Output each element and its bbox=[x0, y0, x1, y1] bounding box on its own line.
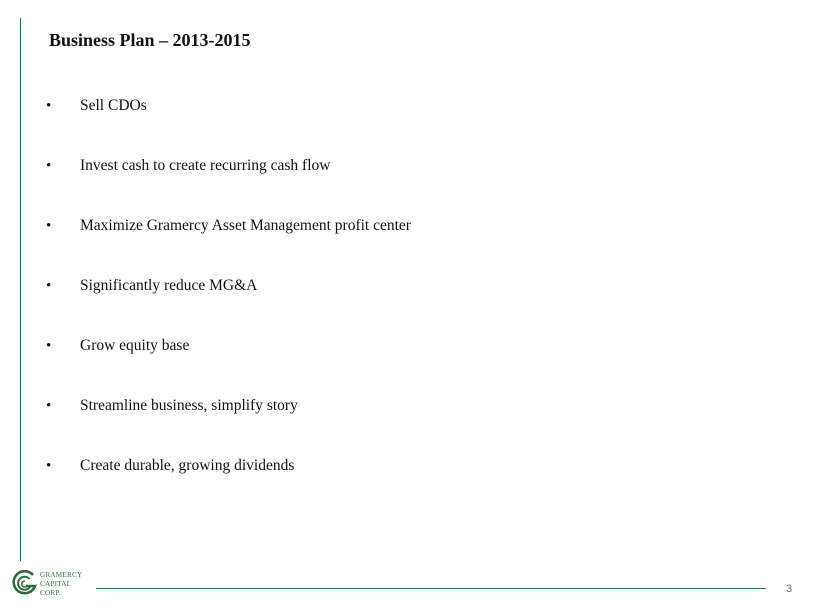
bullet-text: Grow equity base bbox=[80, 337, 190, 354]
bullet-icon: • bbox=[46, 218, 52, 234]
gramercy-logo-icon bbox=[10, 569, 40, 599]
bullet-icon: • bbox=[46, 98, 52, 114]
logo-line: GRAMERCY bbox=[40, 571, 83, 579]
logo-wordmark bbox=[40, 571, 82, 598]
bullet-icon: • bbox=[46, 278, 52, 294]
bullet-icon: • bbox=[46, 338, 52, 354]
footer-divider bbox=[96, 588, 766, 589]
bullet-text: Maximize Gramercy Asset Management profit center bbox=[80, 217, 411, 234]
company-logo bbox=[10, 569, 90, 601]
bullet-text: Streamline business, simplify story bbox=[80, 397, 298, 414]
page-number: 3 bbox=[786, 583, 793, 595]
bullet-text: Create durable, growing dividends bbox=[80, 457, 295, 474]
bullet-icon: • bbox=[46, 458, 52, 474]
logo-line: CAPITAL bbox=[40, 580, 72, 588]
logo-line: CORP. bbox=[40, 589, 61, 597]
bullet-icon: • bbox=[46, 398, 52, 414]
bullet-text: Significantly reduce MG&A bbox=[80, 277, 258, 294]
slide-title: Business Plan – 2013-2015 bbox=[49, 30, 251, 50]
bullet-text: Invest cash to create recurring cash flow bbox=[80, 157, 331, 174]
bullet-text: Sell CDOs bbox=[80, 97, 147, 114]
bullet-icon: • bbox=[46, 158, 52, 174]
left-divider bbox=[20, 18, 21, 561]
